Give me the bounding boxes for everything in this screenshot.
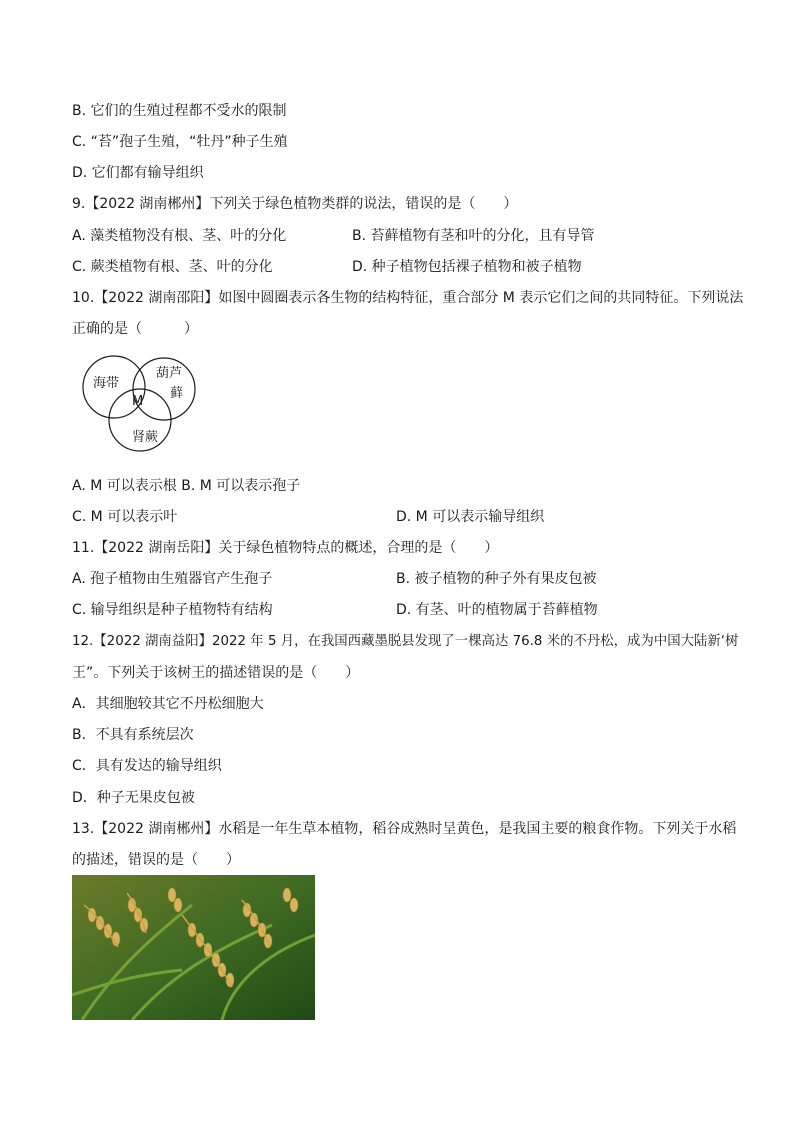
q11-option-c: C. 输导组织是种子植物特有结构 [72,602,273,618]
venn-label-center: M [132,394,144,409]
q9-option-d: D. 种子植物包括裸子植物和被子植物 [352,259,582,275]
venn-diagram [80,352,200,452]
q12-option-a: A．其细胞较其它不丹松细胞大 [72,696,264,712]
q13-stem-line2: 的描述，错误的是（ ） [72,852,240,868]
q8-option-c: C. “苔”孢子生殖，“牡丹”种子生殖 [72,134,288,150]
q9-stem: 9.【2022 湖南郴州】下列关于绿色植物类群的说法，错误的是（ ） [72,196,518,212]
venn-label-left: 海带 [93,376,120,391]
q13-stem-line1: 13.【2022 湖南郴州】水稻是一年生草本植物，稻谷成熟时呈黄色，是我国主要的粮食作物。下列关于水稻 [72,821,737,837]
q11-option-a: A. 孢子植物由生殖器官产生孢子 [72,571,273,587]
q8-option-b: B. 它们的生殖过程都不受水的限制 [72,103,287,119]
q10-option-d: D. M 可以表示输导组织 [396,509,545,525]
q10-stem-line1: 10.【2022 湖南邵阳】如图中圆圈表示各生物的结构特征，重合部分 M 表示它们之间的共同特征。下列说法 [72,290,744,306]
q12-stem-line1: 12.【2022 湖南益阳】2022 年 5 月，在我国西藏墨脱县发现了一棵高达 76.8 米的不丹松，成为中国大陆新‘树 [72,634,739,649]
q12-stem-line2: 王”。下列关于该树王的描述错误的是（ ） [72,665,360,681]
venn-label-bottom: 肾蕨 [132,430,159,445]
q12-option-b: B．不具有系统层次 [72,727,194,743]
q9-option-c: C. 蕨类植物有根、茎、叶的分化 [72,259,273,275]
venn-label-right-top: 葫芦 [156,366,183,381]
q11-option-d: D. 有茎、叶的植物属于苔藓植物 [396,602,598,618]
q11-stem: 11.【2022 湖南岳阳】关于绿色植物特点的概述，合理的是（ ） [72,540,499,556]
q10-options-a-b: A. M 可以表示根 B. M 可以表示孢子 [72,478,301,494]
q11-option-b: B. 被子植物的种子外有果皮包被 [396,571,597,587]
q9-option-b: B. 苔藓植物有茎和叶的分化，且有导管 [352,228,595,244]
q12-option-d: D．种子无果皮包被 [72,790,195,806]
venn-label-right-bottom: 藓 [170,386,184,401]
q8-option-d: D. 它们都有输导组织 [72,165,204,181]
q12-option-c: C．具有发达的输导组织 [72,758,222,774]
q9-option-a: A. 藻类植物没有根、茎、叶的分化 [72,228,287,244]
q10-option-c: C. M 可以表示叶 [72,509,178,525]
rice-plant-photo [72,875,315,1020]
q10-stem-line2: 正确的是（ ） [72,321,198,337]
